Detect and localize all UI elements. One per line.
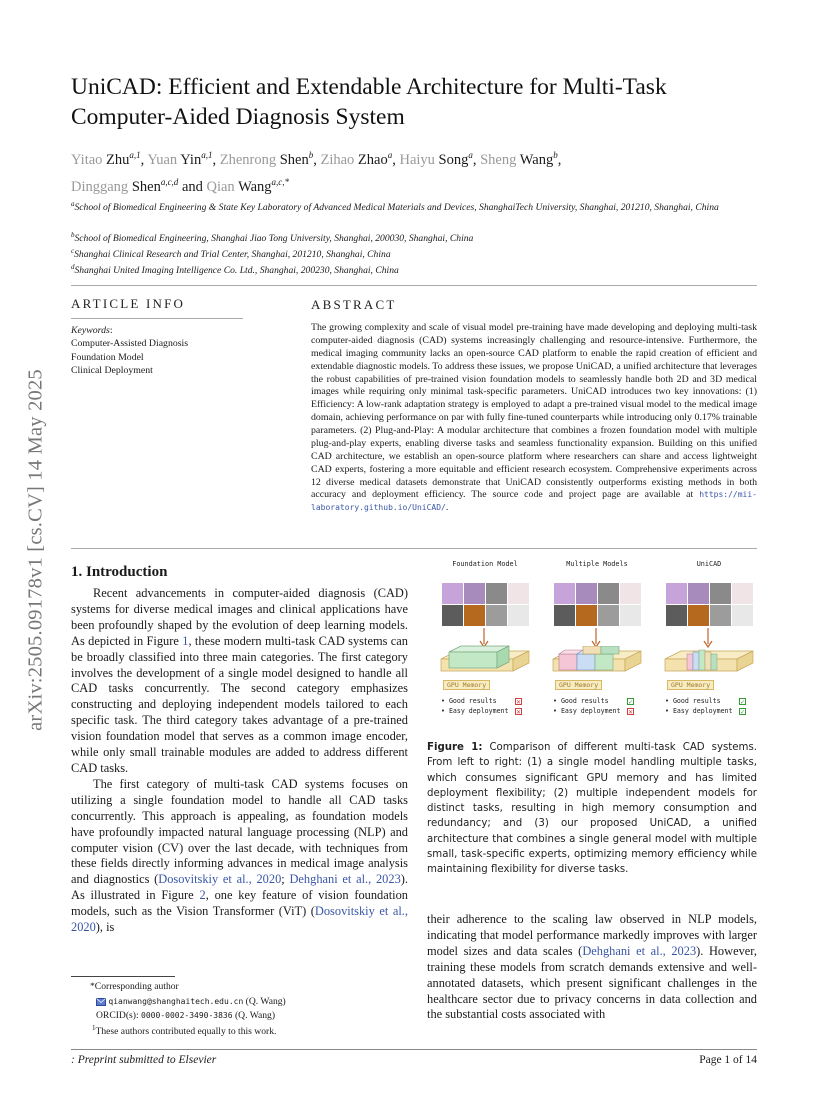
dermoscopy-thumbnail: [732, 583, 753, 604]
down-arrow-icon: [591, 628, 601, 648]
check-icon: ✓: [628, 699, 634, 706]
paragraph: The first category of multi-task CAD systems focuses on utilizing a single foundation model to handle all CAD tasks concurrently. This approach is appealing, as foundation models have profoundly impacted natural language processing (NLP) and computer vision (CV) over the last decade, with techniques from these fields directly informing advances in medical image analysis and diagnostics (Dosovitskiy et al., 2020; Dehghani et al., 2023). As illustrated in Figure 2, one key feature of vision foundation models, such as the Vision Transformer (ViT) (Dosovitskiy et al., 2020), is: [71, 776, 408, 935]
ct-thumbnail: [554, 605, 575, 626]
gpu-memory-label: GPU Memory: [667, 680, 714, 690]
ct-thumbnail: [442, 605, 463, 626]
footer-journal: : Preprint submitted to Elsevier: [71, 1054, 217, 1066]
author-name: Dinggang Shen$^{a,c,d}$: [71, 176, 179, 195]
keyword: Computer-Assisted Diagnosis: [71, 338, 189, 350]
figure-panel-unicad: [659, 560, 759, 720]
author-name: Yuan Yin$^{a,1}$: [147, 150, 213, 168]
histology-thumbnail: [554, 583, 575, 604]
project-url-link[interactable]: https://mii-laboratory.github.io/UniCAD/: [311, 490, 757, 513]
author-name: Haiyu Song$^a$: [399, 150, 473, 168]
histology-thumbnail: [464, 583, 485, 604]
keyword: Clinical Deployment: [71, 365, 153, 377]
gpu-memory-label: GPU Memory: [443, 680, 490, 690]
caption-label: Figure 1:: [427, 742, 483, 753]
xray-thumbnail: [486, 583, 507, 604]
unicad-expert-blocks: [685, 648, 725, 672]
xray-thumbnail: [508, 605, 529, 626]
dermoscopy-thumbnail: [620, 583, 641, 604]
paragraph: Recent advancements in computer-aided diagnosis (CAD) systems for diverse medical images and clinical applications have been profoundly shaped by the evolution of deep learning models. As depicted in Figure 1, these modern multi-task CAD systems can be broadly classified into three main categories. The first category involves the development of a single model designed to handle all CAD tasks concurrently. The second category emphasizes constructing and deploying independent models tailored to each specific task. The third category takes advantage of a pre-trained vision foundation model that serves as a common image encoder, while only small trainable modules are added to address different CAD tasks.: [71, 586, 408, 775]
gpu-memory-label: GPU Memory: [555, 680, 602, 690]
affiliation-b: $^b$School of Biomedical Engineering, Shanghai Jiao Tong University, Shanghai, 200030, Shanghai, China: [71, 231, 474, 245]
xray-thumbnail: [486, 605, 507, 626]
foundation-model-block: [447, 644, 511, 670]
histology-thumbnail: [442, 583, 463, 604]
fundus-thumbnail: [688, 605, 709, 626]
bullet-easy-deployment: • Easy deployment: [665, 707, 733, 715]
page-number: Page 1 of 14: [699, 1054, 757, 1066]
panel-title: Multiple Models: [566, 560, 628, 568]
footer-divider: [71, 1049, 757, 1050]
bullet-good-results: • Good results: [553, 697, 609, 705]
ct-thumbnail: [666, 605, 687, 626]
email-address[interactable]: qianwang@shanghaitech.edu.cn: [108, 997, 244, 1006]
figure-panel-multiple-models: [547, 560, 647, 720]
xray-thumbnail: [732, 605, 753, 626]
affiliation-c: $^c$Shanghai Clinical Research and Trial Center, Shanghai, 201210, Shanghai, China: [71, 247, 391, 261]
citation-link[interactable]: 2: [199, 888, 206, 903]
citation-link[interactable]: 1: [182, 633, 189, 648]
cross-icon: ✕: [516, 699, 522, 706]
check-icon: ✓: [740, 699, 746, 706]
cross-icon: ✕: [516, 709, 522, 716]
fundus-thumbnail: [576, 605, 597, 626]
footnote-orcid: ORCID(s): 0000-0002-3490-3836 (Q. Wang): [96, 1010, 276, 1021]
xray-thumbnail: [620, 605, 641, 626]
arxiv-identifier: arXiv:2505.09178v1 [cs.CV] 14 May 2025: [24, 369, 47, 731]
author-name: Zhenrong Shen$^b$: [219, 150, 314, 168]
histology-thumbnail: [688, 583, 709, 604]
xray-thumbnail: [710, 583, 731, 604]
footnote-corresponding: *Corresponding author: [90, 981, 179, 992]
histology-thumbnail: [666, 583, 687, 604]
header-divider: [71, 285, 757, 286]
keyword: Foundation Model: [71, 351, 144, 363]
author-name: Yitao Zhu$^{a,1}$: [71, 150, 141, 168]
abstract-divider: [71, 548, 757, 549]
keywords-label: Keywords: [71, 325, 110, 336]
article-info-heading: ARTICLE INFO: [71, 296, 186, 311]
fundus-thumbnail: [464, 605, 485, 626]
check-icon: ✓: [740, 709, 746, 716]
author-name: Zihao Zhao$^a$: [320, 150, 393, 168]
panel-title: Foundation Model: [452, 560, 518, 568]
orcid-id[interactable]: 0000-0002-3490-3836: [141, 1011, 233, 1020]
figure-1-caption: Figure 1: Comparison of different multi-task CAD systems. From left to right: (1) a single model handling multiple tasks, which consumes significant GPU memory and has limited deployment flexibility; (2) multiple independent models for distinct tasks, resulting in high memory consumption and redundancy; and (3) our proposed UniCAD, a unified architecture that combines a single general model with multiple small, task-specific experts, optimizing memory efficiency while maintaining flexibility for diverse tasks.: [427, 742, 758, 876]
xray-thumbnail: [598, 605, 619, 626]
footnote-equal-contribution: $^1$These authors contributed equally to this work.: [92, 1024, 277, 1038]
xray-thumbnail: [598, 583, 619, 604]
bullet-easy-deployment: • Easy deployment: [553, 707, 621, 715]
cross-icon: ✕: [628, 709, 634, 716]
affiliation-d: $^d$Shanghai United Imaging Intelligence Co. Ltd., Shanghai, 200230, Shanghai, China: [71, 263, 399, 277]
citation-link[interactable]: Dosovitskiy et al., 2020: [158, 872, 282, 887]
panel-title: UniCAD: [696, 560, 722, 568]
section-heading-introduction: 1. Introduction: [71, 564, 168, 580]
bullet-good-results: • Good results: [665, 697, 721, 705]
citation-link[interactable]: Dehghani et al., 2023: [289, 872, 401, 887]
bullet-good-results: • Good results: [441, 697, 497, 705]
citation-link[interactable]: Dehghani et al., 2023: [582, 943, 697, 958]
author-list: Yitao Zhu$^{a,1}$, Yuan Yin$^{a,1}$, Zhenrong Shen$^b$, Zihao Zhao$^a$, Haiyu Song$^a$, Sheng Wang$^b$, Dinggang Shen$^{a,c,d}$ and Qian Wang$^{a,c,*}$: [71, 150, 562, 195]
article-info-divider: [71, 318, 243, 319]
paragraph: their adherence to the scaling law observed in NLP models, indicating that model performance markedly improves with larger model sizes and data scales (Dehghani et al., 2023). However, training these models from scratch demands extensive and well-annotated datasets, which present significant challenges in the healthcare sector due to privacy concerns in data collection and the substantial costs associated with: [427, 912, 757, 1022]
dermoscopy-thumbnail: [508, 583, 529, 604]
abstract-text: The growing complexity and scale of visual model pre-training have made developing and deploying multi-task computer-aided diagnosis (CAD) systems increasingly challenging and resource-intensive. Furthermore, the medical imaging community lacks an open-source CAD platform to enable the rapid creation of efficient and extendable diagnostic models. To address these issues, we propose UniCAD, a unified architecture that leverages the robust capabilities of pre-trained vision foundation models to seamlessly handle both 2D and 3D medical images while requiring only minimal task-specific parameters. UniCAD introduces two key innovations: (1) Efficiency: A low-rank adaptation strategy is employed to adapt a pre-trained visual model to the medical image domain, achieving performance on par with fully fine-tuned counterparts while introducing only 0.17% trainable parameters. (2) Plug-and-Play: A modular architecture that combines a frozen foundation model with multiple plug-and-play experts, enabling diverse tasks and seamless functionality expansion. Building on this unified CAD architecture, we establish an open-source platform where researchers can share and access lightweight CAD experts, fostering a more equitable and efficient research ecosystem. Comprehensive experiments across 12 diverse medical datasets demonstrate that UniCAD consistently outperforms existing methods in both accuracy and deployment efficiency. The source code and project page are available at https://mii-laboratory.github.io/UniCAD/.: [311, 322, 757, 514]
footnote-email: qianwang@shanghaitech.edu.cn (Q. Wang): [96, 995, 286, 1008]
abstract-heading: ABSTRACT: [311, 297, 397, 312]
multiple-model-blocks: [557, 646, 637, 672]
keywords-block: Keywords: Computer-Assisted Diagnosis Foundation Model Clinical Deployment: [71, 324, 251, 378]
histology-thumbnail: [576, 583, 597, 604]
figure-panel-foundation-model: [435, 560, 535, 720]
envelope-icon: [96, 998, 106, 1006]
author-name: Qian Wang$^{a,c,*}$: [206, 176, 290, 195]
bullet-easy-deployment: • Easy deployment: [441, 707, 509, 715]
intro-column-right: [427, 912, 757, 1023]
intro-column-left: [71, 586, 408, 936]
down-arrow-icon: [703, 628, 713, 648]
citation-link[interactable]: Dosovitskiy et al., 2020: [71, 904, 408, 935]
author-name: Sheng Wang$^b$: [480, 150, 558, 168]
xray-thumbnail: [710, 605, 731, 626]
affiliation-a: $^a$School of Biomedical Engineering & State Key Laboratory of Advanced Medical Materials and Devices, ShanghaiTech University, Shanghai, 201210, Shanghai, China: [71, 200, 719, 214]
paper-title: UniCAD: Efficient and Extendable Architecture for Multi-Task Computer-Aided Diagnosis System: [71, 74, 667, 130]
footnote-rule: [71, 976, 175, 977]
